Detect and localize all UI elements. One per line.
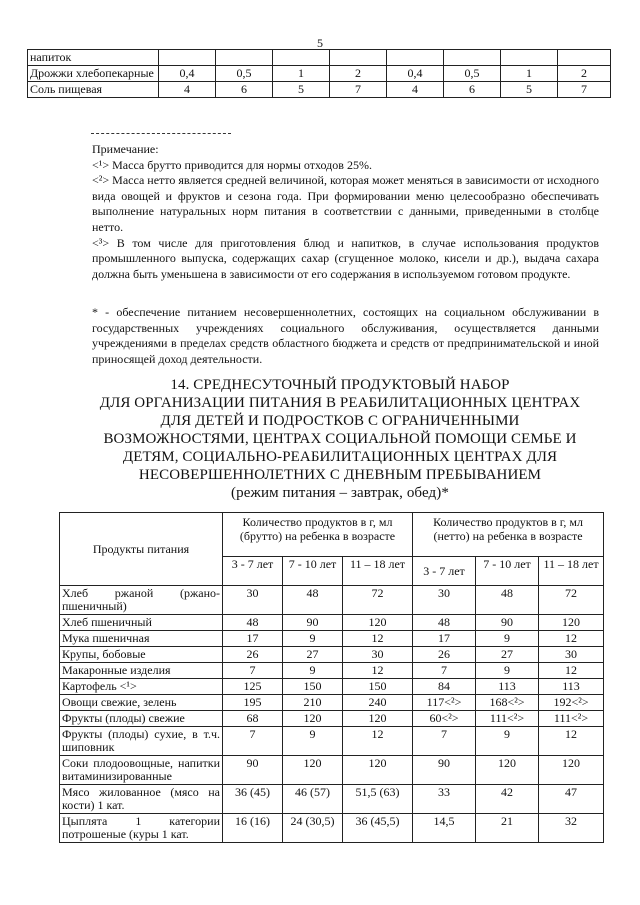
title-line: (режим питания – завтрак, обед)* (231, 485, 449, 501)
footnote-separator (91, 133, 231, 134)
top-cell: 7 (558, 82, 611, 98)
top-table-row (28, 50, 611, 66)
notes-heading: Примечание: (92, 142, 159, 156)
table-row (60, 615, 604, 631)
top-cell: 5 (501, 82, 558, 98)
value-cell: 68 (223, 711, 283, 727)
top-cell (273, 50, 330, 66)
value-cell: 51,5 (63) (343, 785, 413, 814)
top-cell: 0,4 (387, 66, 444, 82)
value-cell: 120 (283, 711, 343, 727)
value-cell: 30 (539, 647, 604, 663)
value-cell: 46 (57) (283, 785, 343, 814)
value-cell: 26 (223, 647, 283, 663)
value-cell: 7 (413, 727, 476, 756)
value-cell: 90 (223, 756, 283, 785)
value-cell: 120 (343, 615, 413, 631)
top-cell: 0,5 (216, 66, 273, 82)
value-cell: 30 (343, 647, 413, 663)
value-cell: 12 (539, 631, 604, 647)
value-cell: 12 (343, 663, 413, 679)
top-cell: 1 (273, 66, 330, 82)
top-cell: 6 (216, 82, 273, 98)
value-cell: 30 (223, 586, 283, 615)
top-table (27, 49, 611, 98)
top-cell: 7 (330, 82, 387, 98)
value-cell: 120 (476, 756, 539, 785)
top-cell (387, 50, 444, 66)
product-name: Хлеб пшеничный (60, 615, 223, 631)
product-name: Соки плодоовощные, напитки витаминизированные (60, 756, 223, 785)
value-cell: 111<²> (539, 711, 604, 727)
top-cell (159, 50, 216, 66)
value-cell: 26 (413, 647, 476, 663)
value-cell: 48 (413, 615, 476, 631)
top-cell (501, 50, 558, 66)
product-name: Цыплята 1 категории потрошеные (куры 1 кат. (60, 814, 223, 843)
title-line: ДЛЯ ОРГАНИЗАЦИИ ПИТАНИЯ В РЕАБИЛИТАЦИОННЫХ ЦЕНТРАХ (99, 395, 581, 411)
product-column-header: Продукты питания (60, 513, 223, 586)
top-row-name: напиток (28, 50, 159, 66)
top-row-name: Соль пищевая (28, 82, 159, 98)
value-cell: 7 (223, 727, 283, 756)
product-name: Овощи свежие, зелень (60, 695, 223, 711)
value-cell: 117<²> (413, 695, 476, 711)
value-cell: 168<²> (476, 695, 539, 711)
value-cell: 24 (30,5) (283, 814, 343, 843)
value-cell: 72 (539, 586, 604, 615)
table-row (60, 631, 604, 647)
age-netto-7-10: 7 - 10 лет (476, 557, 539, 586)
value-cell: 125 (223, 679, 283, 695)
main-table (59, 512, 604, 843)
netto-header: Количество продуктов в г, мл (нетто) на ребенка в возрасте (413, 513, 604, 557)
value-cell: 42 (476, 785, 539, 814)
value-cell: 30 (413, 586, 476, 615)
title-line: НЕСОВЕРШЕННОЛЕТНИХ С ДНЕВНЫМ ПРЕБЫВАНИЕМ (138, 467, 542, 483)
table-row (60, 711, 604, 727)
top-cell: 0,4 (159, 66, 216, 82)
value-cell: 192<²> (539, 695, 604, 711)
value-cell: 111<²> (476, 711, 539, 727)
value-cell: 150 (283, 679, 343, 695)
product-name: Фрукты (плоды) свежие (60, 711, 223, 727)
value-cell: 32 (539, 814, 604, 843)
star-note: * - обеспечение питанием несовершеннолетних, состоящих на социальном обслуживании в государственных учреждениях социального обслуживания, осуществляется данными учреждениями в пределах средств областного бюджета и средств от предпринимательской и иной приносящей доход деятельности. (92, 305, 599, 366)
brutto-header: Количество продуктов в г, мл (брутто) на ребенка в возрасте (223, 513, 413, 557)
value-cell: 9 (283, 663, 343, 679)
value-cell: 17 (413, 631, 476, 647)
value-cell: 7 (223, 663, 283, 679)
table-row (60, 695, 604, 711)
value-cell: 36 (45,5) (343, 814, 413, 843)
top-cell (216, 50, 273, 66)
value-cell: 9 (476, 631, 539, 647)
value-cell: 195 (223, 695, 283, 711)
note-3: <³> В том числе для приготовления блюд и напитков, в случае использования продуктов промышленного выпуска, содержащих сахар (сгущенное молоко, кисели и др.), выдача сахара должна быть уменьшена в зависимости от его содержания в используемом готовом продукте. (92, 235, 599, 281)
value-cell: 9 (283, 631, 343, 647)
value-cell: 48 (476, 586, 539, 615)
value-cell: 210 (283, 695, 343, 711)
title-line: 14. СРЕДНЕСУТОЧНЫЙ ПРОДУКТОВЫЙ НАБОР (170, 377, 510, 393)
section-title (60, 376, 620, 502)
value-cell: 12 (539, 663, 604, 679)
value-cell: 14,5 (413, 814, 476, 843)
value-cell: 90 (476, 615, 539, 631)
value-cell: 48 (223, 615, 283, 631)
table-row (60, 679, 604, 695)
top-cell: 1 (501, 66, 558, 82)
value-cell: 120 (539, 615, 604, 631)
age-brutto-11-18: 11 – 18 лет (343, 557, 413, 586)
title-line: ДЕТЯМ, СОЦИАЛЬНО-РЕАБИЛИТАЦИОННЫХ ЦЕНТРАХ ДЛЯ (122, 449, 558, 465)
value-cell: 27 (283, 647, 343, 663)
value-cell: 84 (413, 679, 476, 695)
value-cell: 60<²> (413, 711, 476, 727)
product-name: Хлеб ржаной (ржано-пшеничный) (60, 586, 223, 615)
value-cell: 240 (343, 695, 413, 711)
value-cell: 36 (45) (223, 785, 283, 814)
top-cell (444, 50, 501, 66)
product-name: Крупы, бобовые (60, 647, 223, 663)
value-cell: 90 (283, 615, 343, 631)
age-netto-11-18: 11 – 18 лет (539, 557, 604, 586)
table-row (60, 727, 604, 756)
top-cell: 4 (387, 82, 444, 98)
product-name: Картофель <¹> (60, 679, 223, 695)
top-cell (330, 50, 387, 66)
header-row (60, 513, 604, 557)
value-cell: 120 (539, 756, 604, 785)
value-cell: 120 (283, 756, 343, 785)
value-cell: 47 (539, 785, 604, 814)
value-cell: 120 (343, 756, 413, 785)
value-cell: 48 (283, 586, 343, 615)
value-cell: 120 (343, 711, 413, 727)
title-line: ДЛЯ ДЕТЕЙ И ПОДРОСТКОВ С ОГРАНИЧЕННЫМИ (160, 413, 520, 429)
product-name: Фрукты (плоды) сухие, в т.ч. шиповник (60, 727, 223, 756)
value-cell: 21 (476, 814, 539, 843)
top-cell: 2 (558, 66, 611, 82)
top-cell: 0,5 (444, 66, 501, 82)
table-row (60, 756, 604, 785)
product-name: Макаронные изделия (60, 663, 223, 679)
top-cell: 2 (330, 66, 387, 82)
value-cell: 90 (413, 756, 476, 785)
table-row (60, 586, 604, 615)
value-cell: 113 (476, 679, 539, 695)
table-row (60, 663, 604, 679)
table-row (60, 814, 604, 843)
page-number: 5 (317, 36, 323, 50)
age-netto-3-7: 3 - 7 лет (413, 557, 476, 586)
value-cell: 12 (539, 727, 604, 756)
value-cell: 9 (283, 727, 343, 756)
top-cell: 5 (273, 82, 330, 98)
top-cell: 6 (444, 82, 501, 98)
age-brutto-3-7: 3 - 7 лет (223, 557, 283, 586)
top-cell (558, 50, 611, 66)
note-2: <²> Масса нетто является средней величиной, которая может меняться в зависимости от исходного вида овощей и фруктов и сезона года. При формировании меню целесообразно обеспечивать выполнение натуральных норм питания в соответствии с данными, приведенными в столбце нетто. (92, 173, 599, 234)
value-cell: 27 (476, 647, 539, 663)
value-cell: 7 (413, 663, 476, 679)
top-cell: 4 (159, 82, 216, 98)
value-cell: 17 (223, 631, 283, 647)
top-table-row (28, 82, 611, 98)
value-cell: 9 (476, 727, 539, 756)
note-1: <¹> Масса брутто приводится для нормы отходов 25%. (92, 157, 372, 172)
top-row-name: Дрожжи хлебопекарные (28, 66, 159, 82)
value-cell: 9 (476, 663, 539, 679)
value-cell: 72 (343, 586, 413, 615)
value-cell: 150 (343, 679, 413, 695)
table-row (60, 647, 604, 663)
product-name: Мука пшеничная (60, 631, 223, 647)
top-table-row (28, 66, 611, 82)
value-cell: 12 (343, 631, 413, 647)
value-cell: 113 (539, 679, 604, 695)
value-cell: 16 (16) (223, 814, 283, 843)
value-cell: 33 (413, 785, 476, 814)
value-cell: 12 (343, 727, 413, 756)
title-line: ВОЗМОЖНОСТЯМИ, ЦЕНТРАХ СОЦИАЛЬНОЙ ПОМОЩИ СЕМЬЕ И (103, 431, 577, 447)
age-brutto-7-10: 7 - 10 лет (283, 557, 343, 586)
product-name: Мясо жилованное (мясо на кости) 1 кат. (60, 785, 223, 814)
table-row (60, 785, 604, 814)
notes-block (92, 142, 599, 282)
